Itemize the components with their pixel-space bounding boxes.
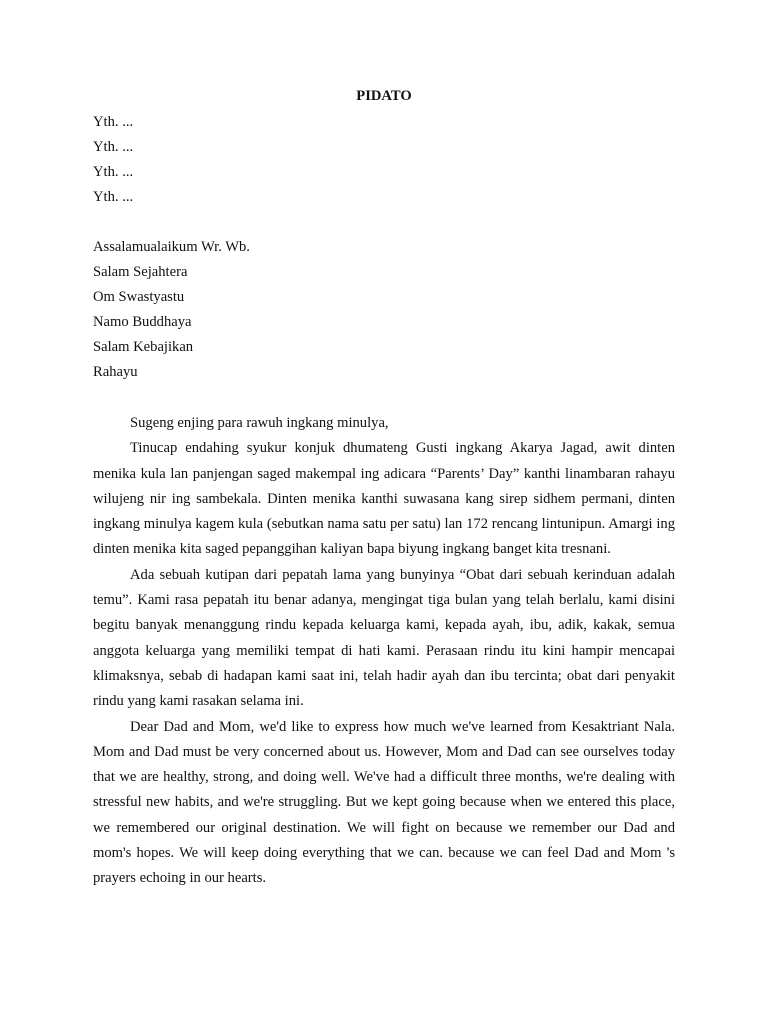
greeting-list — [93, 237, 250, 387]
document-title: PIDATO — [356, 88, 412, 104]
body-paragraph: Tinucap endahing syukur konjuk dhumateng Gusti ingkang Akarya Jagad, awit dinten menika kula lan panjengan saged makempal ing adicara “Parents’ Day” kanthi linambaran rahayu wilujeng nir ing sambekala. Dinten menika kanthi suwasana kang sirep sidhem permani, dinten ingkang minulya kagem kula (sebutkan nama satu per satu) lan 172 rencang lintunipun. Amargi ing dinten menika kita saged pepanggihan kaliyan bapa biyung ingkang banget kita tresnani. — [93, 440, 675, 558]
greeting-line: Salam Kebajikan — [93, 339, 194, 355]
addressee-line: Yth. ... — [93, 114, 134, 130]
greeting-line: Namo Buddhaya — [93, 314, 192, 330]
body-paragraph: Dear Dad and Mom, we'd like to express how much we've learned from Kesaktriant Nala. Mom and Dad must be very concerned about us. However, Mom and Dad can see ourselves today that we are healthy, strong, and doing well. We've had a difficult three months, we're dealing with stressful new habits, and we're struggling. But we kept going because when we entered this place, we remembered our original destination. We will fight on because we remember our Dad and mom's hopes. We will keep doing everything that we can. because we can feel Dad and Mom 's prayers echoing in our hearts. — [93, 718, 675, 887]
addressee-line: Yth. ... — [93, 139, 134, 155]
opening-salutation: Sugeng enjing para rawuh ingkang minulya, — [130, 415, 389, 431]
addressee-line: Yth. ... — [93, 189, 134, 205]
speech-body — [93, 411, 675, 892]
greeting-line: Om Swastyastu — [93, 289, 185, 305]
addressee-line: Yth. ... — [93, 164, 134, 180]
greeting-line: Assalamualaikum Wr. Wb. — [93, 239, 250, 255]
body-paragraph: Ada sebuah kutipan dari pepatah lama yang bunyinya “Obat dari sebuah kerinduan adalah temu”. Kami rasa pepatah itu benar adanya, mengingat tiga bulan yang telah berlalu, kami disini begitu banyak menanggung rindu kepada keluarga kami, kepada ayah, ibu, adik, kakak, semua anggota keluarga yang memiliki tempat di hati kami. Perasaan rindu itu kini hampir mencapai klimaksnya, sebab di hadapan kami saat ini, telah hadir ayah dan ibu tercinta; obat dari penyakit rindu yang kami rasakan selama ini. — [93, 566, 675, 710]
addressee-list — [93, 112, 133, 212]
greeting-line: Rahayu — [93, 364, 138, 380]
greeting-line: Salam Sejahtera — [93, 264, 188, 280]
